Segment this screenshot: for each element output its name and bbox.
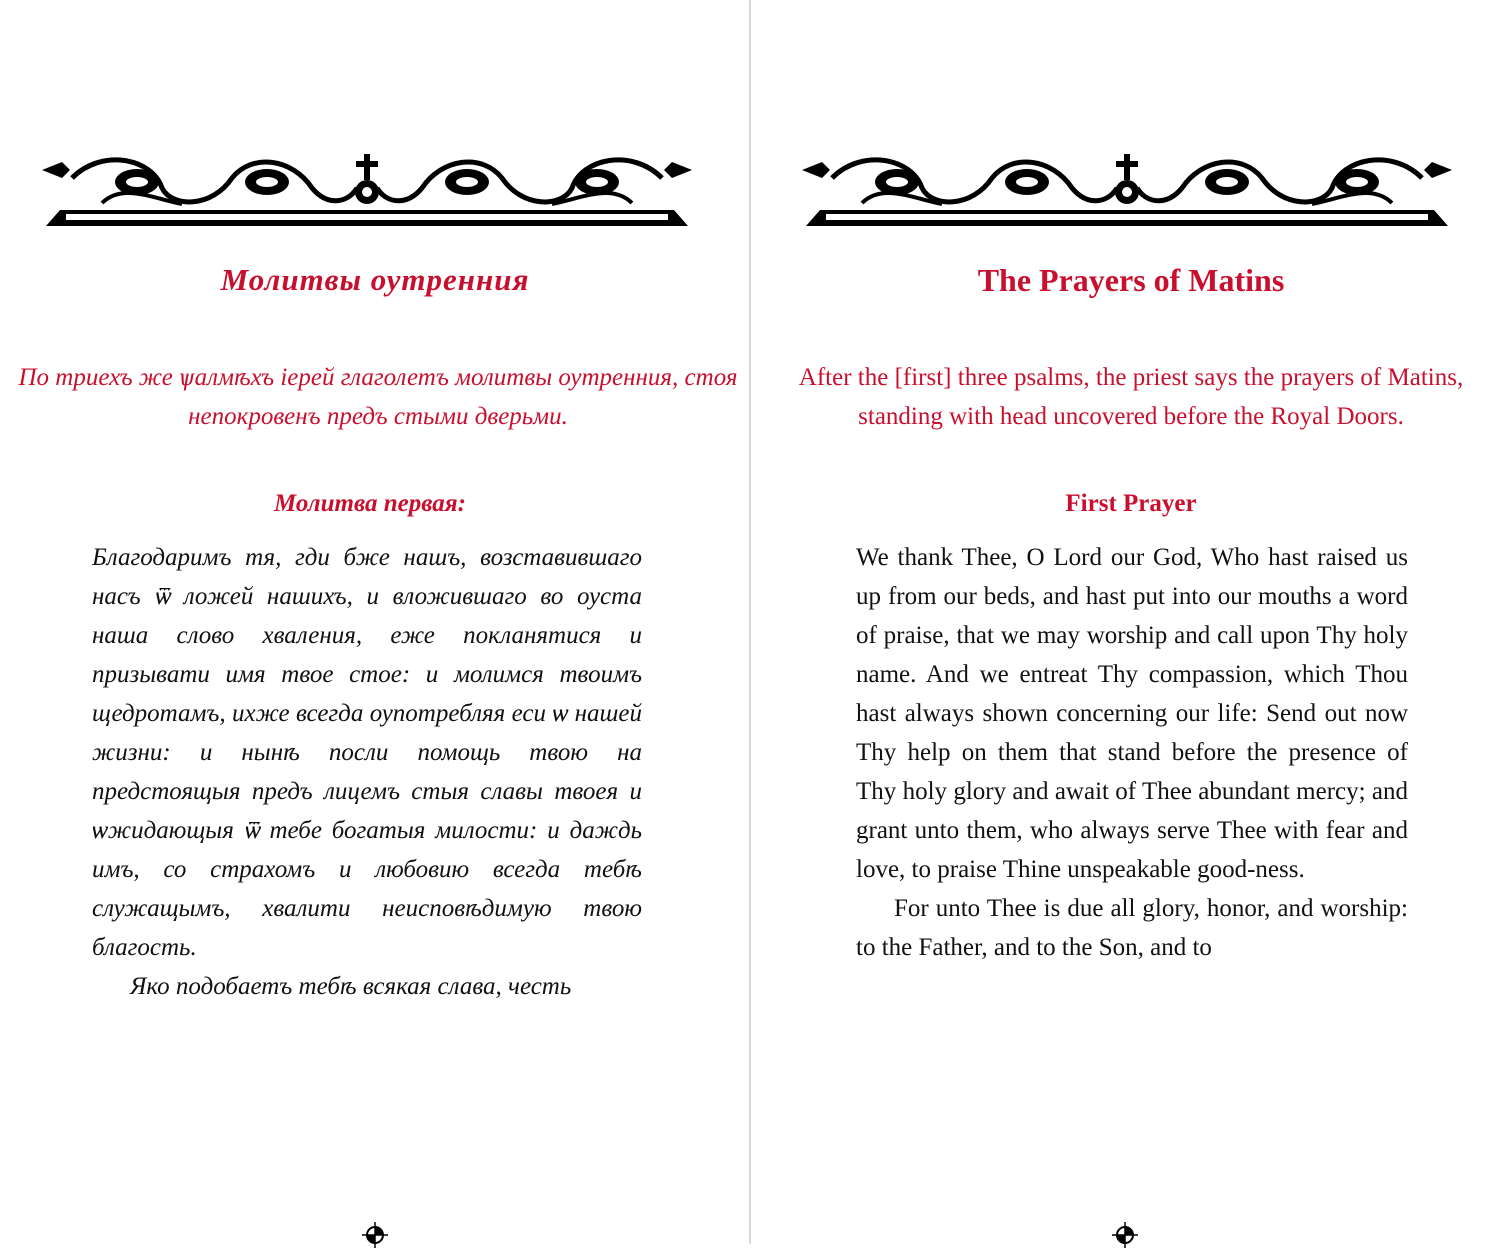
prayer-text (856, 538, 1408, 967)
prayer-heading: Молитва первая: (274, 490, 466, 517)
rubric: After the [first] three psalms, the priest says the prayers of Matins, standing with head uncovered before the Royal Doors. (798, 364, 1464, 430)
rubric: По триехъ же ѱалмѣхъ іерей глаголетъ молитвы оутренния, стоя непокровенъ предъ стыми дверьми. (18, 364, 738, 430)
page-title: The Prayers of Matins (977, 262, 1285, 298)
prayer-text (92, 538, 642, 1006)
prayer-paragraph-1: Благодаримъ тя, гди бже нашъ, возставившаго насъ ѿ ложей нашихъ, и вложившаго во оуста наша слово хваления, еже покланятися и призывати имя твое стое: и молимся твоимъ щедротамъ, ихже всегда оупотребляя еси ѡ нашей жизни: и нынѣ посли помощь твою на предстоящыя предъ лицемъ стыя славы твоея и ѡжидающыя ѿ тебе богатыя милости: и даждь имъ, со страхомъ и любовию всегда тебѣ служащымъ, хвалити неисповѣдимую твою благость. (92, 544, 642, 961)
page-title: Молитвы оутренния (220, 262, 530, 297)
right-page (750, 0, 1500, 1244)
prayer-paragraph-1: We thank Thee, O Lord our God, Who hast raised us up from our beds, and hast put into our mouths a word of praise, that we may worship and call upon Thy holy name. And we entreat Thy compassion, which Thou hast always shown concerning our life: Send out now Thy help on them that stand before the presence of Thy holy glory and await of Thee abundant mercy; and grant unto them, who always serve Thee with fear and love, to praise Thine unspeakable good-ness. (856, 544, 1408, 883)
prayer-paragraph-2: For unto Thee is due all glory, honor, and worship: to the Father, and to the Son, and to (856, 895, 1408, 961)
crosshair-registration-icon (1112, 1222, 1138, 1248)
left-page (0, 0, 750, 1244)
ornamental-headpiece-icon (802, 148, 1452, 230)
crosshair-registration-icon (362, 1222, 388, 1248)
prayer-heading: First Prayer (1065, 490, 1197, 517)
prayer-paragraph-2: Яко подобаетъ тебѣ всякая слава, честь (130, 973, 572, 1000)
ornamental-headpiece-icon (42, 148, 692, 230)
